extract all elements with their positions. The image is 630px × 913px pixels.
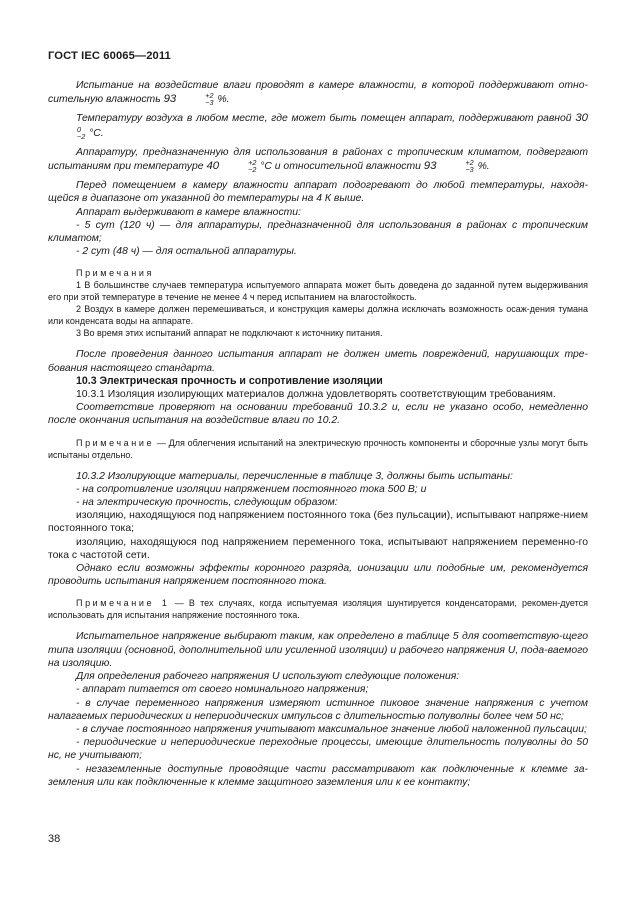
paragraph-temperature: Температуру воздуха в любом месте, где может быть помещен аппарат, поддерживают равной 30 0 −2 °С. bbox=[48, 112, 588, 139]
paragraph-hold: Аппарат выдерживают в камере влажности: bbox=[76, 206, 301, 218]
paragraph-humidity: Испытание на воздействие влаги проводят в камере влажности, в которой поддерживают отно-сительную влажность 93 +2 −3 %. bbox=[48, 80, 588, 108]
paragraph-test-voltage: Испытательное напряжение выбирают таким, как определено в таблице 5 для соответствую-щего типа изоляции (основной, дополнительной или усиленной изоляции) и рабочего напряжения U, пода-ваемого на изоляцию. bbox=[48, 631, 588, 669]
list-item: - 5 сут (120 ч) — для аппаратуры, предназначенной для использования в районах с тропическим климатом; bbox=[48, 219, 588, 245]
list-item: - в случае постоянного напряжения учитывают максимальное значение любой наложенной пульсации; bbox=[76, 723, 587, 735]
paragraph-10-3-2: 10.3.2 Изолирующие материалы, перечисленные в таблице 3, должны быть испытаны: bbox=[76, 470, 513, 482]
paragraph-compliance: Соответствие проверяют на основании требований 10.3.2 и, если не указано особо, немедленно после окончания испытания на воздействие влаги по 10.2. bbox=[48, 402, 588, 427]
list-item: - 2 сут (48 ч) — для остальной аппаратуры. bbox=[76, 246, 297, 258]
list-item: - периодические и непериодические переходные процессы, имеющие длительность полуволны до 50 нс, не учитывают; bbox=[48, 737, 588, 762]
document-header: ГОСТ IEC 60065—2011 bbox=[48, 50, 171, 62]
tolerance: +2 −3 bbox=[465, 158, 474, 175]
note-components: Примечание — Для облегчения испытаний на электрическую прочность компоненты и сборочные узлы могут быть испытаны отдельно. bbox=[48, 437, 588, 460]
list-item: - незаземленные доступные проводящие части рассматривают как подключенные к клемме за-земления или как подключенные к клемме защитного заземления или к ее контакту; bbox=[48, 763, 588, 788]
paragraph-10-3-1: 10.3.1 Изоляция изолирующих материалов должна удовлетворять соответствующим требованиям. bbox=[76, 389, 556, 401]
note-3: 3 Во время этих испытаний аппарат не подключают к источнику питания. bbox=[76, 328, 383, 339]
paragraph-ac-insulation: изоляцию, находящуюся под напряжением переменного тока, испытывают напряжением переменно-го тока с частотой сети. bbox=[48, 536, 588, 561]
paragraph-tropical: Аппаратуру, предназначенную для использования в районах с тропическим климатом, подвергают испытаниям при температуре 40 +2 −2 °С и относительной влажности 93 +2 −3 %. bbox=[48, 146, 588, 175]
note-1: 1 В большинстве случаев температура испытуемого аппарата может быть доведена до заданной путем выдерживания его при этой температуре в течение не менее 4 ч перед испытанием на влагостойкость. bbox=[48, 280, 588, 303]
list-item: - на электрическую прочность, следующим образом: bbox=[76, 497, 338, 509]
paragraph-after-test: После проведения данного испытания аппарат не должен иметь повреждений, нарушающих тре-бования настоящего стандарта. bbox=[48, 349, 588, 374]
note-capacitors: Примечание 1 — В тех случаях, когда испытуемая изоляция шунтируется конденсаторами, рекомен-дуется использовать для испытания напряжение постоянного тока. bbox=[48, 598, 588, 621]
tolerance: 0 −2 bbox=[77, 124, 86, 141]
paragraph-dc-insulation: изоляцию, находящуюся под напряжением постоянного тока (без пульсации), испытывают напряже-нием постоянного тока; bbox=[48, 510, 588, 535]
paragraph-working-voltage: Для определения рабочего напряжения U используют следующие положения: bbox=[76, 671, 460, 683]
list-item: - в случае переменного напряжения измеряют истинное пиковое значение напряжения с учетом налагаемых периодических и непериодических импульсов с длительностью полуволны более чем 50 нс; bbox=[48, 697, 588, 722]
list-item: - аппарат питается от своего номинального напряжения; bbox=[76, 684, 369, 696]
list-item: - на сопротивление изоляции напряжением постоянного тока 500 В; и bbox=[76, 483, 427, 495]
tolerance: +2 −2 bbox=[248, 158, 257, 175]
page-content bbox=[48, 79, 588, 789]
tolerance: +2 −3 bbox=[205, 91, 214, 108]
paragraph-corona: Однако если возможны эффекты коронного разряда, ионизации или подобные им, рекомендуется проводить испытания напряжением постоянного тока. bbox=[48, 563, 588, 588]
note-2: 2 Воздух в камере должен перемешиваться, и конструкция камеры должна исключать возможность осаж-дения тумана или конденсата воды на аппарате. bbox=[48, 304, 588, 327]
page-number: 38 bbox=[48, 833, 61, 845]
notes-label: Примечания bbox=[76, 268, 154, 279]
paragraph-preheat: Перед помещением в камеру влажности аппарат подогревают до любой температуры, находя-щейся в диапазоне от указанной до температуры на 4 К выше. bbox=[48, 180, 588, 205]
section-heading-10-3: 10.3 Электрическая прочность и сопротивление изоляции bbox=[76, 374, 383, 387]
